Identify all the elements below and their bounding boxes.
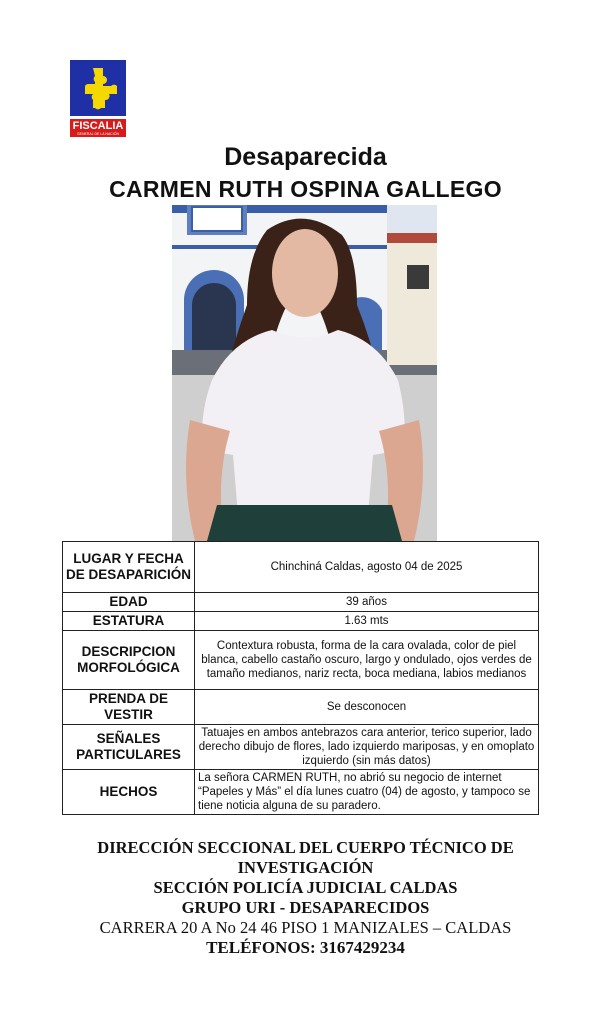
person-photo: [172, 205, 437, 541]
puzzle-piece-icon: [70, 60, 126, 116]
row-value: Chinchiná Caldas, agosto 04 de 2025: [195, 542, 539, 593]
person-name: CARMEN RUTH OSPINA GALLEGO: [109, 176, 502, 202]
table-row: [63, 612, 539, 631]
footer-address: CARRERA 20 A No 24 46 PISO 1 MANIZALES – CALDAS: [99, 918, 512, 937]
table-row: [63, 725, 539, 770]
logo-subtitle: GENERAL DE LA NACIÓN: [70, 132, 126, 137]
table-row: [63, 770, 539, 815]
footer-group: GRUPO URI - DESAPARECIDOS: [181, 898, 430, 917]
row-label: HECHOS: [63, 770, 195, 815]
row-value: Se desconocen: [195, 690, 539, 725]
table-row: [63, 690, 539, 725]
row-value: 39 años: [195, 593, 539, 612]
table-row: [63, 542, 539, 593]
logo-wordmark: FISCALIA: [70, 119, 126, 132]
footer-phone: TELÉFONOS: 3167429234: [206, 938, 405, 957]
row-value: Contextura robusta, forma de la cara ovalada, color de piel blanca, cabello castaño oscuro, largo y ondulado, ojos verdes de tamaño medianos, nariz recta, boca mediana, labios medianos: [195, 631, 539, 690]
footer-direction: DIRECCIÓN SECCIONAL DEL CUERPO TÉCNICO DE INVESTIGACIÓN: [97, 838, 514, 877]
row-value: Tatuajes en ambos antebrazos cara anterior, terico superior, lado derecho dibujo de flores, lado izquierdo mariposas, y en omoplato izquierdo (sin más datos): [195, 725, 539, 770]
contact-footer: [0, 838, 611, 958]
table-row: [63, 631, 539, 690]
row-value: La señora CARMEN RUTH, no abrió su negocio de internet “Papeles y Más” el día lunes cuatro (04) de agosto, y tampoco se tiene noticia alguna de su paradero.: [195, 770, 539, 815]
row-value: 1.63 mts: [195, 612, 539, 631]
row-label: EDAD: [63, 593, 195, 612]
row-label: LUGAR Y FECHA DE DESAPARICIÓN: [63, 542, 195, 593]
status-title: Desaparecida: [224, 143, 387, 171]
row-label: SEÑALES PARTICULARES: [63, 725, 195, 770]
fiscalia-logo: [70, 60, 126, 137]
footer-section: SECCIÓN POLICÍA JUDICIAL CALDAS: [153, 878, 458, 897]
row-label: ESTATURA: [63, 612, 195, 631]
row-label: PRENDA DE VESTIR: [63, 690, 195, 725]
details-table: [62, 541, 539, 815]
table-row: [63, 593, 539, 612]
row-label: DESCRIPCION MORFOLÓGICA: [63, 631, 195, 690]
